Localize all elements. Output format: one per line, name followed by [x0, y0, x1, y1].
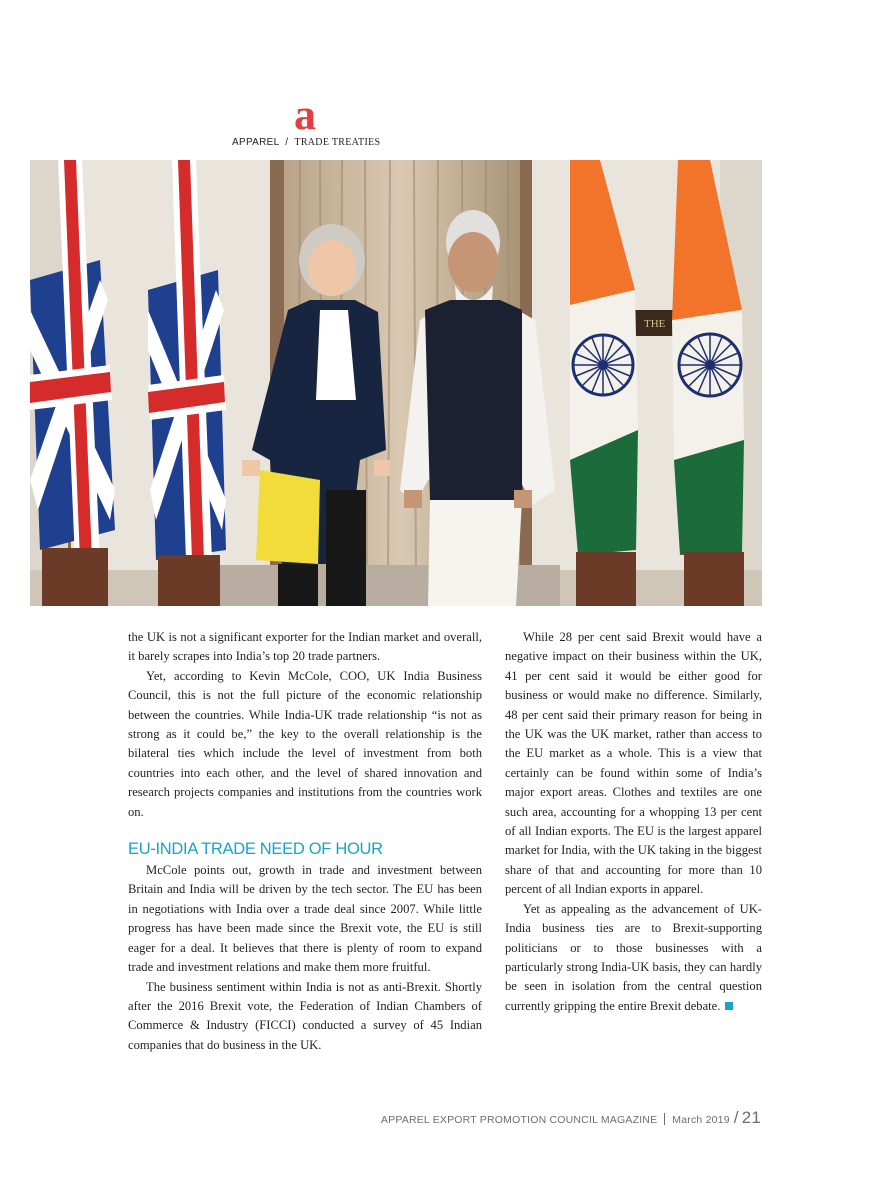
page-number: 21 [741, 1108, 761, 1127]
magazine-logo [288, 98, 322, 132]
subsection-name: TRADE TREATIES [294, 137, 381, 148]
section-separator: / [285, 137, 289, 148]
paragraph: Yet, according to Kevin McCole, COO, UK India Business Council, this is not the full picture of the economic relationship between the countries. While India-UK trade relationship “is not as strong as it could be,” the key to the overall relationship is the bilateral ties which include the level of investment from both countries into each other, and the level of shared innovation and research projects companies and institutions from the countries work on. [128, 668, 482, 819]
section-label [232, 137, 380, 148]
issue-date: March 2019 [672, 1114, 730, 1126]
paragraph: the UK is not a significant exporter for the Indian market and overall, it barely scrapes into India’s top 20 trade partners. [128, 630, 482, 664]
paragraph: The business sentiment within India is not as anti-Brexit. Shortly after the 2016 Brexit vote, the Federation of Indian Chambers of Commerce & Industry (FICCI) conducted a survey of 45 Indian companies that do business in the UK. [128, 979, 482, 1052]
article-photo [30, 160, 762, 606]
paragraph: McCole points out, growth in trade and investment between Britain and India will be driven by the tech sector. The EU has been in negotiations with India over a trade deal since 2007. While little progress has have been made since the Brexit vote, the EU is still eager for a deal. It believes that there is plenty of room to expand trade and investment relations and make them more fruitful. [128, 863, 482, 975]
paragraph: While 28 per cent said Brexit would have a negative impact on their business within the UK, 41 per cent said it would be either good for business or would make no difference. Similarly, 48 per cent said their primary reason for being in the UK was the UK market, rather than access to the EU market as a whole. This is a view that certainly can be found within some of India’s major export areas. Clothes and textiles are one such area, accounting for a whopping 13 per cent of all Indian exports. The EU is the largest apparel market for India, with the UK taking in the biggest share of that and accounting for more than 10 percent of all Indian exports in apparel. [505, 630, 762, 897]
section-heading: EU-INDIA TRADE NEED OF HOUR [128, 840, 383, 859]
plaque-text: THE [644, 318, 666, 330]
magazine-name: APPAREL EXPORT PROMOTION COUNCIL MAGAZINE [380, 1114, 658, 1126]
logo-letter: a [294, 98, 316, 132]
footer-slash: / [733, 1108, 739, 1127]
footer-divider [664, 1113, 665, 1125]
section-name: APPAREL [232, 137, 280, 148]
page-footer [381, 1108, 761, 1128]
end-mark-icon [725, 1002, 733, 1010]
article-column-left [128, 628, 482, 1055]
paragraph-text: Yet as appealing as the advancement of UK-India business ties are to Brexit-supporting politicians or to those businesses with a particularly strong India-UK basis, they can hardly be seen in isolation from the central question currently gripping the entire Brexit debate. [505, 901, 762, 1013]
article-column-right [505, 628, 762, 1016]
paragraph-last [505, 900, 762, 1016]
